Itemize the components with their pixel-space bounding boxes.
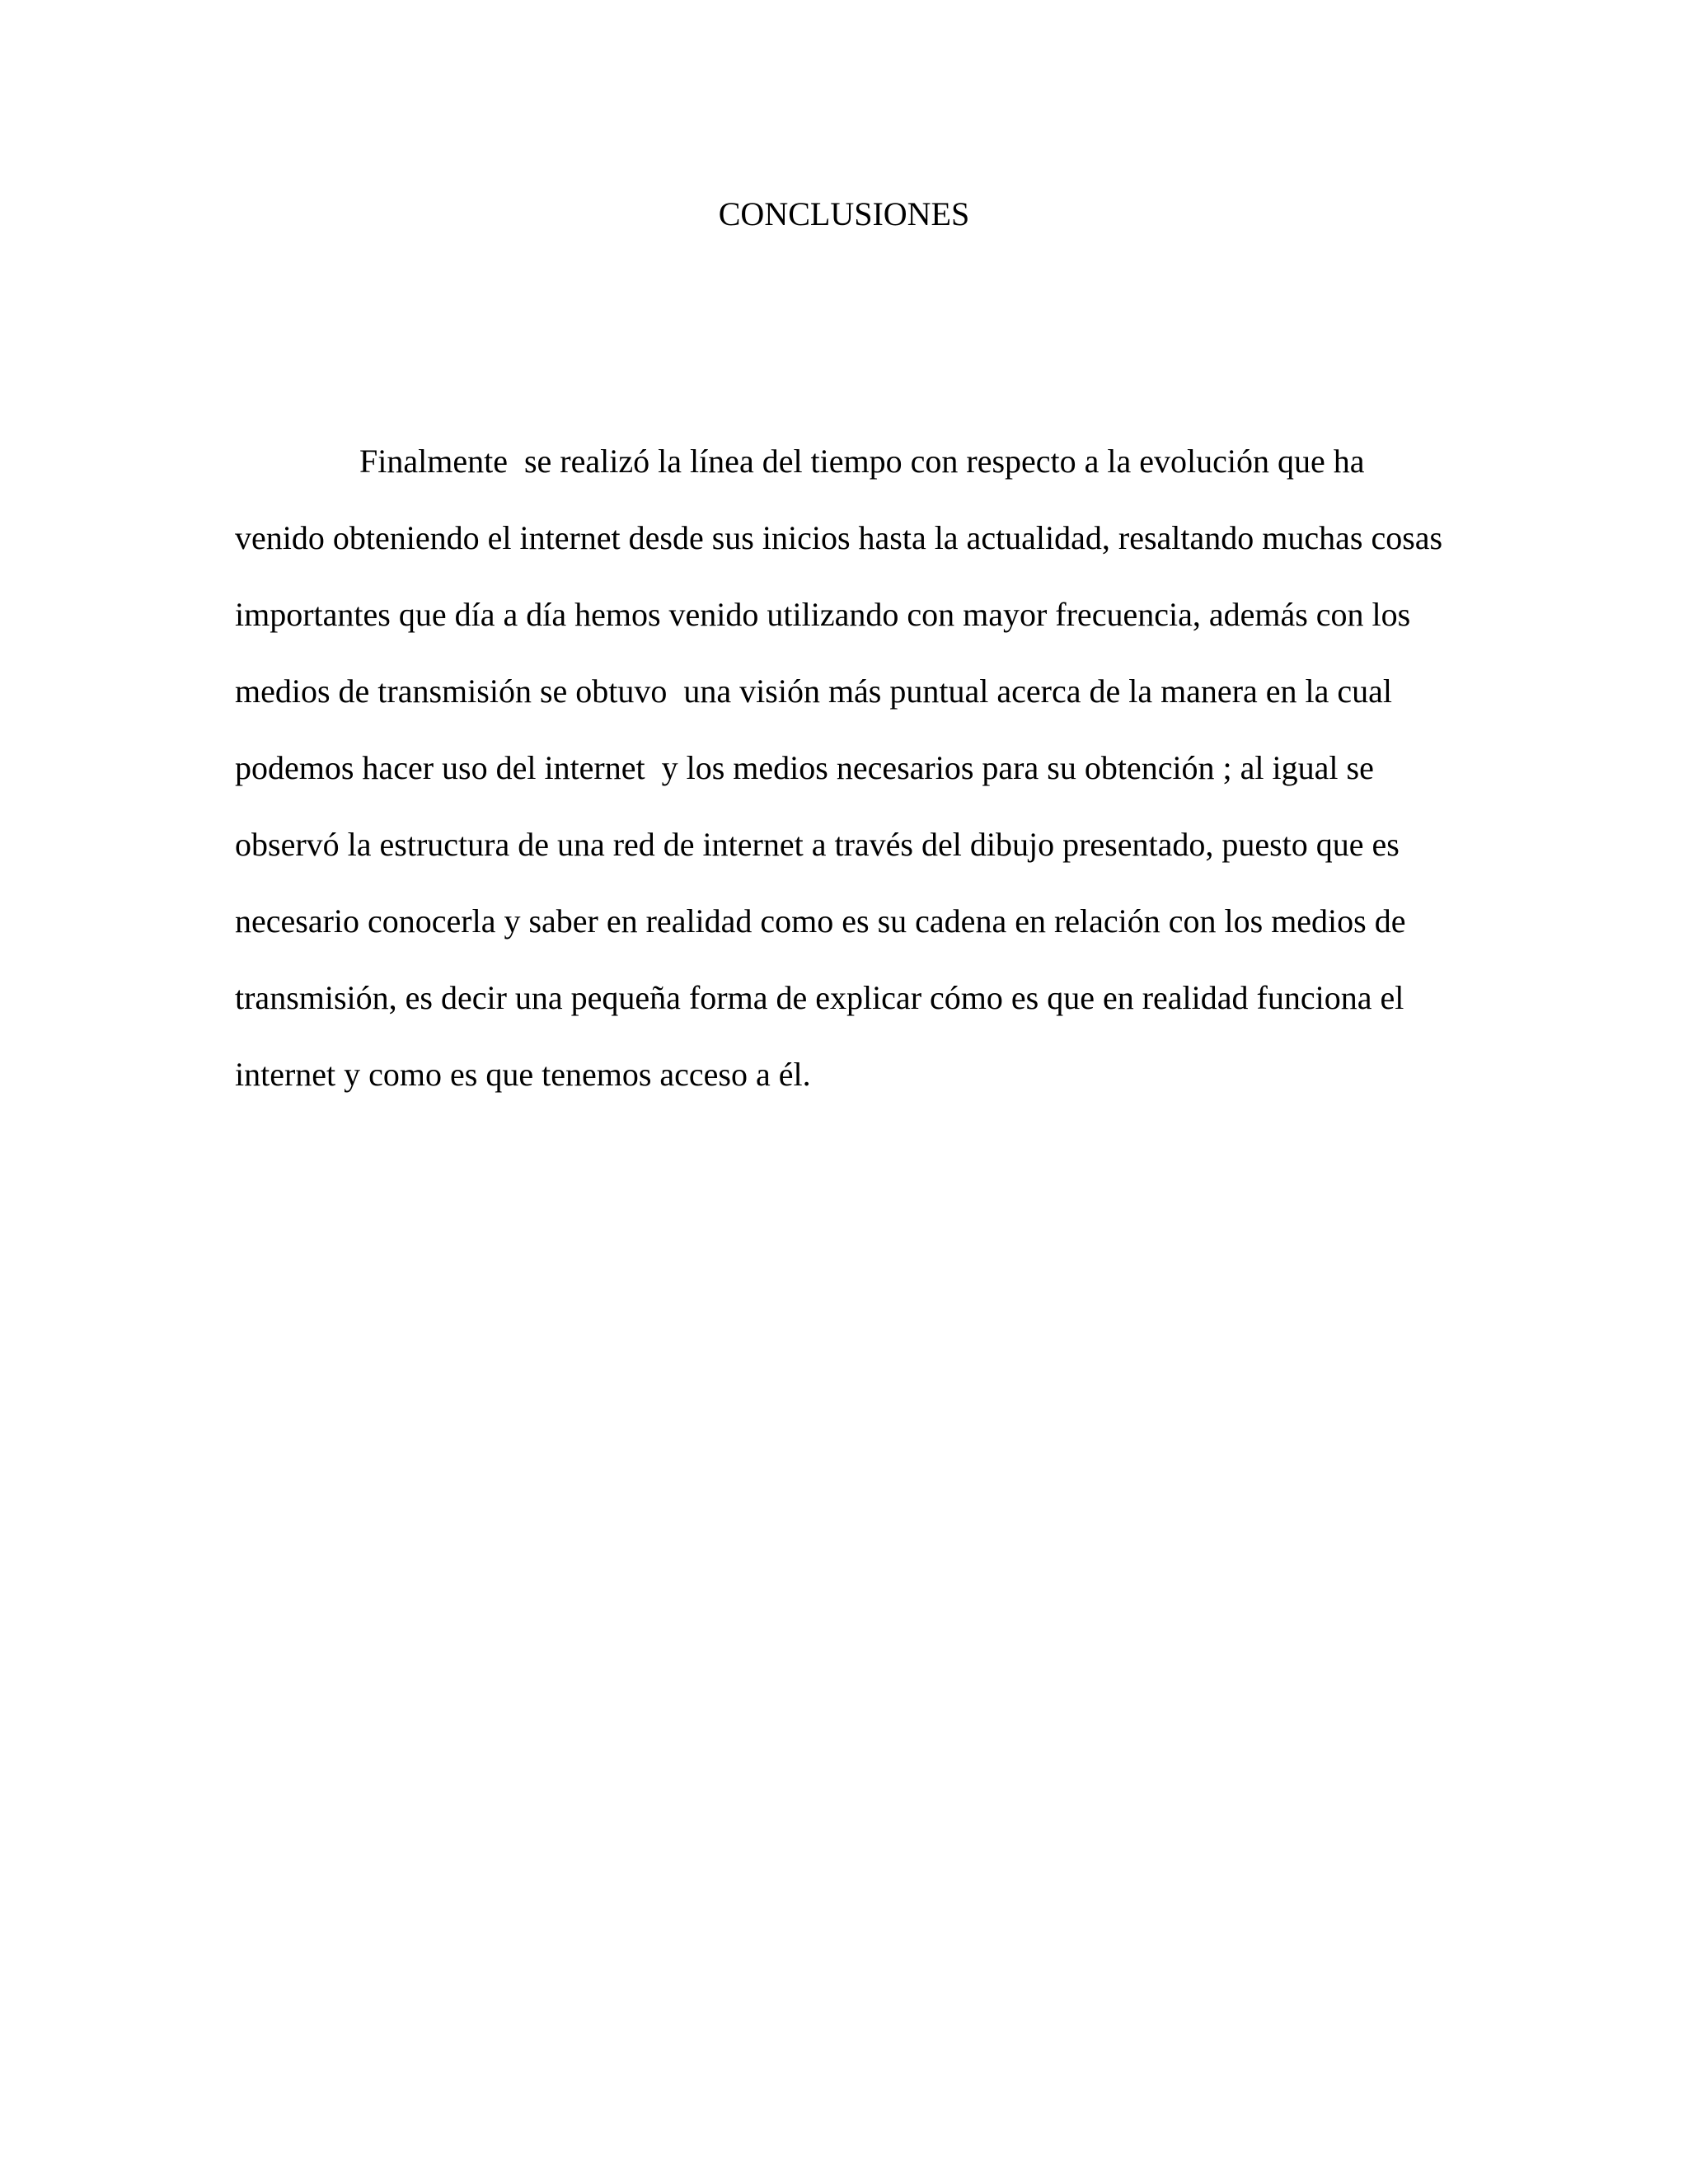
paragraph-line: podemos hacer uso del internet y los medios necesarios para su obtención ; al igual se <box>235 749 1374 786</box>
paragraph-line: observó la estructura de una red de internet a través del dibujo presentado, puesto que es <box>235 826 1400 863</box>
paragraph-line: Finalmente se realizó la línea del tiempo con respecto a la evolución que ha <box>359 443 1365 480</box>
paragraph-line: transmisión, es decir una pequeña forma de explicar cómo es que en realidad funciona el <box>235 979 1404 1016</box>
page-title: CONCLUSIONES <box>718 195 970 232</box>
paragraph-line: necesario conocerla y saber en realidad como es su cadena en relación con los medios de <box>235 902 1406 940</box>
conclusions-paragraph <box>235 433 1471 1122</box>
paragraph-line: venido obteniendo el internet desde sus inicios hasta la actualidad, resaltando muchas cosas <box>235 519 1443 556</box>
paragraph-line: importantes que día a día hemos venido utilizando con mayor frecuencia, además con los <box>235 596 1411 633</box>
paragraph-line: internet y como es que tenemos acceso a él. <box>235 1056 811 1093</box>
paragraph-line: medios de transmisión se obtuvo una visión más puntual acerca de la manera en la cual <box>235 673 1393 710</box>
